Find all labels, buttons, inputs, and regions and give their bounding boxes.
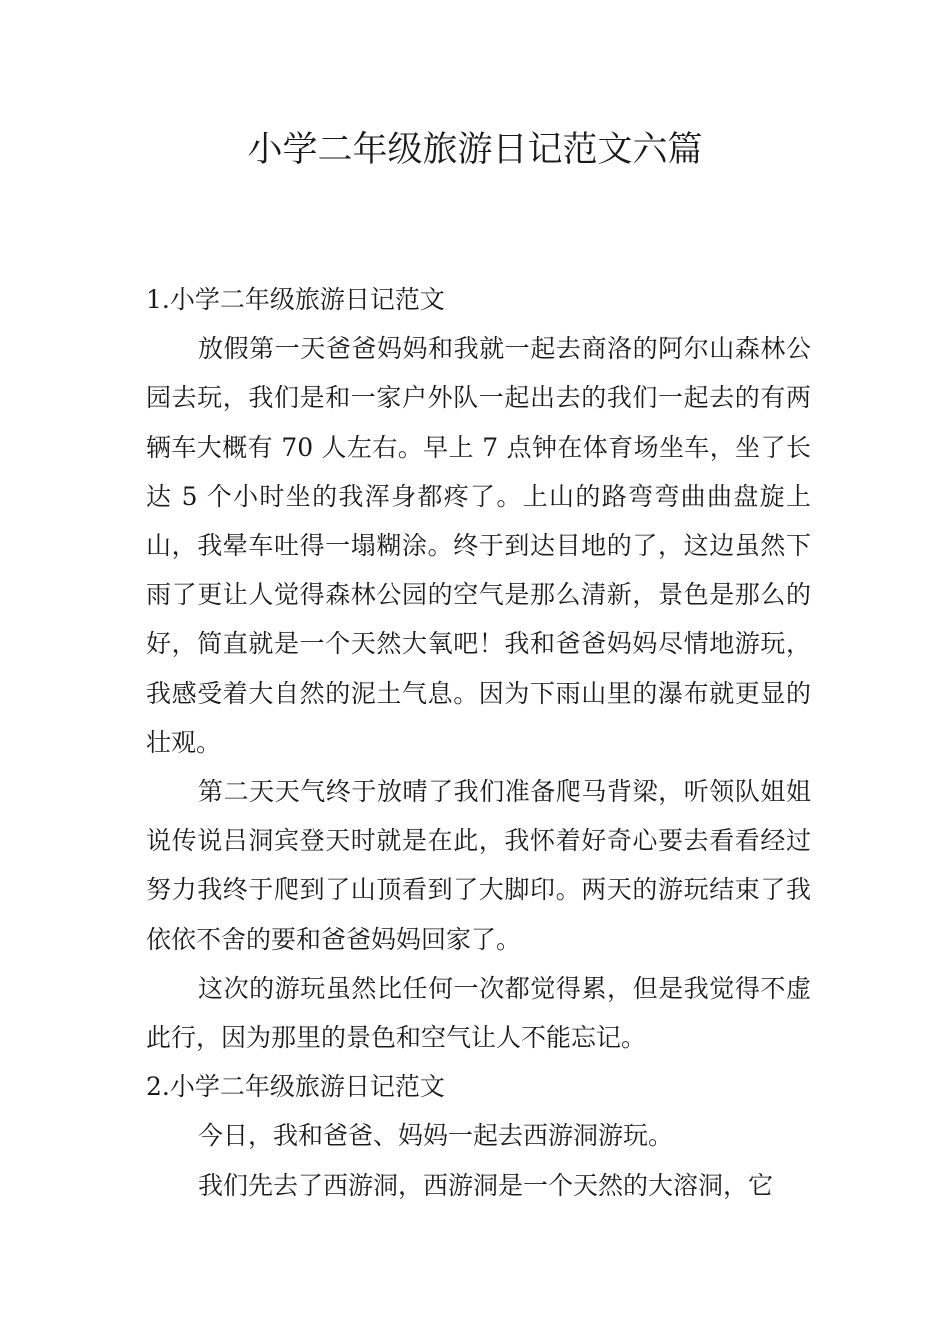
document-body [146,275,811,1210]
paragraph: 我们先去了西游洞，西游洞是一个天然的大溶洞，它 [198,1170,774,1200]
paragraph: 今日，我和爸爸、妈妈一起去西游洞游玩。 [198,1121,674,1151]
section-heading: 2.小学二年级旅游日记范文 [146,1072,445,1102]
document-title: 小学二年级旅游日记范文六篇 [247,130,703,170]
paragraph: 放假第一天爸爸妈妈和我就一起去商洛的阿尔山森林公园去玩，我们是和一家户外队一起出去的我们一起去的有两辆车大概有 70 人左右。早上 7 点钟在体育场坐车，坐了长达 5 个小时坐的我浑身都疼了。上山的路弯弯曲曲盘旋上山，我晕车吐得一塌糊涂。终于到达目地的了，这边虽然下雨了更让人觉得森林公园的空气是那么清新，景色是那么的好，简直就是一个天然大氧吧！我和爸爸妈妈尽情地游玩，我感受着大自然的泥土气息。因为下雨山里的瀑布就更显的壮观。 [146,334,811,757]
paragraph: 第二天天气终于放晴了我们准备爬马背梁，听领队姐姐说传说吕洞宾登天时就是在此，我怀着好奇心要去看看经过努力我终于爬到了山顶看到了大脚印。两天的游玩结束了我依依不舍的要和爸爸妈妈回家了。 [146,777,811,954]
section-heading: 1.小学二年级旅游日记范文 [146,285,445,314]
paragraph: 这次的游玩虽然比任何一次都觉得累，但是我觉得不虚此行，因为那里的景色和空气让人不能忘记。 [146,973,811,1053]
